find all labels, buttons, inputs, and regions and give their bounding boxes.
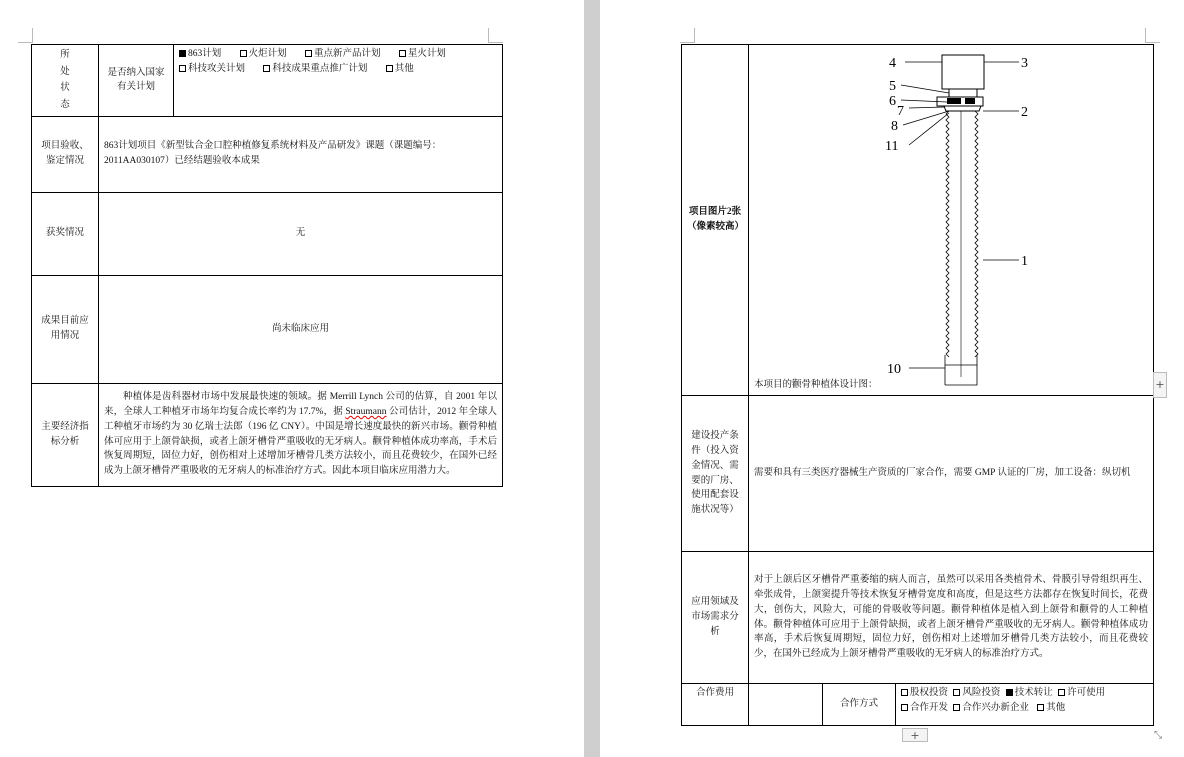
plan-option-promotion[interactable]: 科技成果重点推广计划: [263, 64, 367, 74]
diagram-label-4: 4: [889, 56, 896, 71]
mode-option-new-company[interactable]: 合作兴办新企业: [953, 703, 1029, 713]
checkbox-checked-icon[interactable]: [179, 50, 186, 57]
status-label-char: 态: [60, 99, 70, 110]
thread-body: [945, 111, 978, 385]
market-value[interactable]: 对于上颌后区牙槽骨严重萎缩的病人而言，虽然可以采用各类植骨术、骨膜引导骨组织再生、牵张成骨，上颌窦提升等技术恢复牙槽骨宽度和高度，但是这些方法都存在恢复时间长，花费大，创伤大，风险大，可能的骨吸收等问题。颧骨种植体是植入到上颌骨和颧骨的人工种植体。颧骨种植体可应用于上颌骨缺损，或者上颌牙槽骨严重吸收的无牙病人。颧骨种植体成功率高，手术后恢复周期短，固位力好，创伤相对上述增加牙槽骨几类方法较小，而且花费较少，在国外已经成为上颌牙槽骨严重吸收的无牙病人的标准治疗方式。: [749, 552, 1154, 684]
market-row: [682, 552, 1154, 684]
plan-option-other[interactable]: 其他: [386, 64, 414, 74]
checkbox-icon[interactable]: [953, 689, 960, 696]
mode-option-joint-dev[interactable]: 合作开发: [901, 703, 948, 713]
plan-option-key-product[interactable]: 重点新产品计划: [305, 49, 381, 59]
plan-option-spark[interactable]: 星火计划: [399, 49, 446, 59]
page-corner-mark: [680, 28, 695, 43]
checkbox-icon[interactable]: [305, 50, 312, 57]
plan-options-row: [179, 47, 497, 62]
project-detail-table: [681, 44, 1154, 726]
checkbox-icon[interactable]: [901, 689, 908, 696]
images-row: [682, 45, 1154, 396]
checkbox-checked-icon[interactable]: [1006, 689, 1013, 696]
diagram-label-5: 5: [889, 79, 896, 94]
acceptance-value[interactable]: 863计划项目《新型钛合金口腔种植修复系统材料及产品研发》课题（课题编号：2011AA030107）已经结题验收本成果: [99, 116, 503, 192]
diagram-label-10: 10: [887, 362, 901, 377]
resize-handle-icon[interactable]: ⤡: [1154, 730, 1162, 741]
status-label-char: 状: [60, 83, 70, 94]
page-corner-mark: [1145, 28, 1160, 43]
application-label: 成果目前应用情况: [32, 275, 99, 383]
market-label: 应用领域及市场需求分析: [682, 552, 749, 684]
application-value[interactable]: 尚未临床应用: [99, 275, 503, 383]
plan-option-863[interactable]: 863计划: [179, 49, 221, 59]
page-corner-mark: [18, 28, 33, 43]
national-plan-options: [174, 45, 503, 117]
acceptance-label: 项目验收、鉴定情况: [32, 116, 99, 192]
economics-value[interactable]: 种植体是齿科器材市场中发展最快速的领域。据 Merrill Lynch 公司的估算，自 2001 年以来，全球人工种植牙市场年均复合成长率约为 17.7%，据 Straumann 公司估计，2012 年全球人工种植牙市场约为 30 亿瑞士法郎（196 亿 CNY）。中国是增长速度最快的新兴市场。颧骨种植体可应用于上颌骨缺损，或者上颌牙槽骨严重吸收的无牙病人。颧骨种植体成功率高，手术后恢复周期短，固位力好，创伤相对上述增加牙槽骨几类方法较小，而且花费较少，在国外已经成为上颌牙槽骨严重吸收的无牙病人的标准治疗方式。因此本项目临床应用潜力大。: [99, 383, 503, 486]
checkbox-icon[interactable]: [1058, 689, 1065, 696]
thread-outline: [946, 111, 949, 357]
mode-option-equity[interactable]: 股权投资: [901, 688, 948, 698]
status-label-char: 处: [60, 66, 70, 77]
economics-label: 主要经济指标分析: [32, 383, 99, 486]
awards-row: [32, 192, 503, 275]
document-page-left: [0, 0, 584, 757]
awards-label: 获奖情况: [32, 192, 99, 275]
checkbox-icon[interactable]: [953, 704, 960, 711]
awards-value[interactable]: 无: [99, 192, 503, 275]
plus-icon: +: [910, 729, 920, 742]
diagram-label-11: 11: [885, 139, 899, 154]
mode-option-venture[interactable]: 风险投资: [953, 688, 1000, 698]
cooperation-mode-label: 合作方式: [823, 684, 896, 726]
conditions-row: [682, 396, 1154, 552]
cooperation-fee-label: 合作费用: [682, 684, 749, 726]
diagram-label-7: 7: [897, 104, 904, 119]
plan-options-row: [179, 62, 497, 77]
mode-options-row: [901, 686, 1148, 701]
thread-outline: [975, 111, 978, 357]
national-plan-question: 是否纳入国家有关计划: [99, 45, 174, 117]
conditions-value[interactable]: 需要和具有三类医疗器械生产资质的厂家合作，需要 GMP 认证的厂房，加工设备：纵切机: [749, 396, 1154, 552]
add-column-button[interactable]: [1153, 372, 1167, 398]
images-caption: 本项目的颧骨种植体设计图：: [754, 380, 878, 391]
mode-option-license[interactable]: 许可使用: [1058, 688, 1105, 698]
images-cell[interactable]: [749, 45, 1154, 396]
page-corner-mark: [488, 28, 503, 43]
status-label: [32, 45, 99, 117]
plan-option-torch[interactable]: 火炬计划: [240, 49, 287, 59]
add-row-button[interactable]: [902, 728, 928, 742]
plan-option-tackle[interactable]: 科技攻关计划: [179, 64, 245, 74]
cooperation-row: [682, 684, 1154, 726]
spellcheck-word: Straumann: [345, 407, 387, 418]
mode-option-transfer[interactable]: 技术转让: [1006, 688, 1053, 698]
acceptance-row: [32, 116, 503, 192]
checkbox-icon[interactable]: [1037, 704, 1044, 711]
status-label-char: 所: [60, 50, 70, 60]
economics-row: [32, 383, 503, 486]
checkbox-icon[interactable]: [179, 65, 186, 72]
mode-options-row: [901, 701, 1148, 716]
cooperation-fee-value[interactable]: [749, 684, 823, 726]
mode-option-other[interactable]: 其他: [1037, 703, 1065, 713]
page-gap: [584, 0, 600, 757]
diagram-label-6: 6: [889, 94, 896, 109]
checkbox-icon[interactable]: [901, 704, 908, 711]
images-label: 项目图片2张（像素较高）: [682, 45, 749, 396]
cooperation-mode-options: [896, 684, 1154, 726]
diagram-label-1: 1: [1021, 254, 1028, 269]
application-row: [32, 275, 503, 383]
checkbox-icon[interactable]: [240, 50, 247, 57]
status-row: [32, 45, 503, 117]
conditions-label: 建设投产条件（投入资金情况、需要的厂房、使用配套设施状况等）: [682, 396, 749, 552]
diagram-label-2: 2: [1021, 105, 1028, 120]
implant-diagram[interactable]: [749, 45, 1153, 395]
checkbox-icon[interactable]: [386, 65, 393, 72]
plus-icon: +: [1155, 378, 1165, 391]
diagram-label-3: 3: [1021, 56, 1028, 71]
checkbox-icon[interactable]: [263, 65, 270, 72]
diagram-label-8: 8: [891, 119, 898, 134]
checkbox-icon[interactable]: [399, 50, 406, 57]
document-page-right: [600, 0, 1184, 757]
project-info-table: [31, 44, 503, 487]
